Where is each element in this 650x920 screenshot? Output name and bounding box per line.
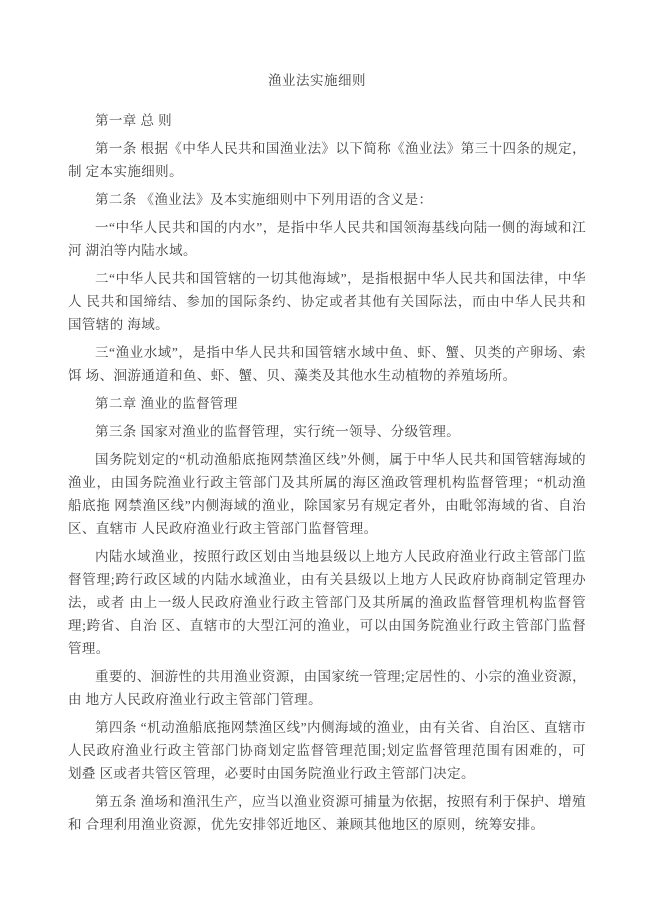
document-title: 渔业法实施细则 — [268, 73, 366, 88]
article-3-para-4: 重要的、洄游性的共用渔业资源，由国家统一管理;定居性的、小宗的渔业资源，由 地方人民政府渔业行政主管部门管理。 — [68, 669, 586, 707]
article-3: 第三条 国家对渔业的监督管理，实行统一领导、分级管理。 — [95, 424, 461, 439]
chapter-1-heading: 第一章 总 则 — [95, 113, 173, 128]
article-4: 第四条 “机动渔船底拖网禁渔区线”内侧海域的渔业，由有关省、自治区、直辖市 人民政府渔业行政主管部门协商划定监督管理范围;划定监督管理范围有困难的，可划叠 区或者共管区管理，必要时由国务院渔业行政主管部门决定。 — [68, 720, 586, 781]
definition-item-1: 一“中华人民共和国的内水”，是指中华人民共和国领海基线向陆一侧的海域和江河 湖泊等内陆水域。 — [68, 220, 586, 258]
definition-item-3: 三“渔业水域”，是指中华人民共和国管辖水域中鱼、虾、蟹、贝类的产卵场、索饵 场、洄游通道和鱼、虾、蟹、贝、藻类及其他水生动植物的养殖场所。 — [68, 345, 586, 383]
chapter-2-heading: 第二章 渔业的监督管理 — [95, 396, 238, 411]
article-3-para-2: 国务院划定的“机动渔船底拖网禁渔区线”外侧，属于中华人民共和国管辖海域的渔业，由国务院渔业行政主管部门及其所属的海区渔政管理机构监督管理；“机动渔船底拖 网禁渔区线”内侧海域的渔业，除国家另有规定者外，由毗邻海域的省、自治区、直辖市 人民政府渔业行政主管部门监督管理。 — [68, 452, 586, 536]
article-3-para-3: 内陆水域渔业，按照行政区划由当地县级以上地方人民政府渔业行政主管部门监督管理;跨行政区域的内陆水域渔业，由有关县级以上地方人民政府协商制定管理办法，或者 由上一级人民政府渔业行政主管部门及其所属的渔政监督管理机构监督管理;跨省、自治 区、直辖市的大型江河的渔业，可以由国务院渔业行政主管部门监督管理。 — [68, 549, 586, 656]
article-1: 第一条 根据《中华人民共和国渔业法》以下简称《渔业法》第三十四条的规定，制 定本实施细则。 — [68, 141, 586, 179]
definition-item-2: 二“中华人民共和国管辖的一切其他海域”，是指根据中华人民共和国法律，中华人 民共和国缔结、参加的国际条约、协定或者其他有关国际法，而由中华人民共和国管辖的 海域。 — [68, 271, 586, 332]
article-5: 第五条 渔场和渔汛生产，应当以渔业资源可捕量为依据，按照有利于保护、增殖和 合理利用渔业资源，优先安排邻近地区、兼顾其他地区的原则，统筹安排。 — [68, 794, 586, 832]
article-2: 第二条 《渔业法》及本实施细则中下列用语的含义是： — [95, 192, 433, 207]
